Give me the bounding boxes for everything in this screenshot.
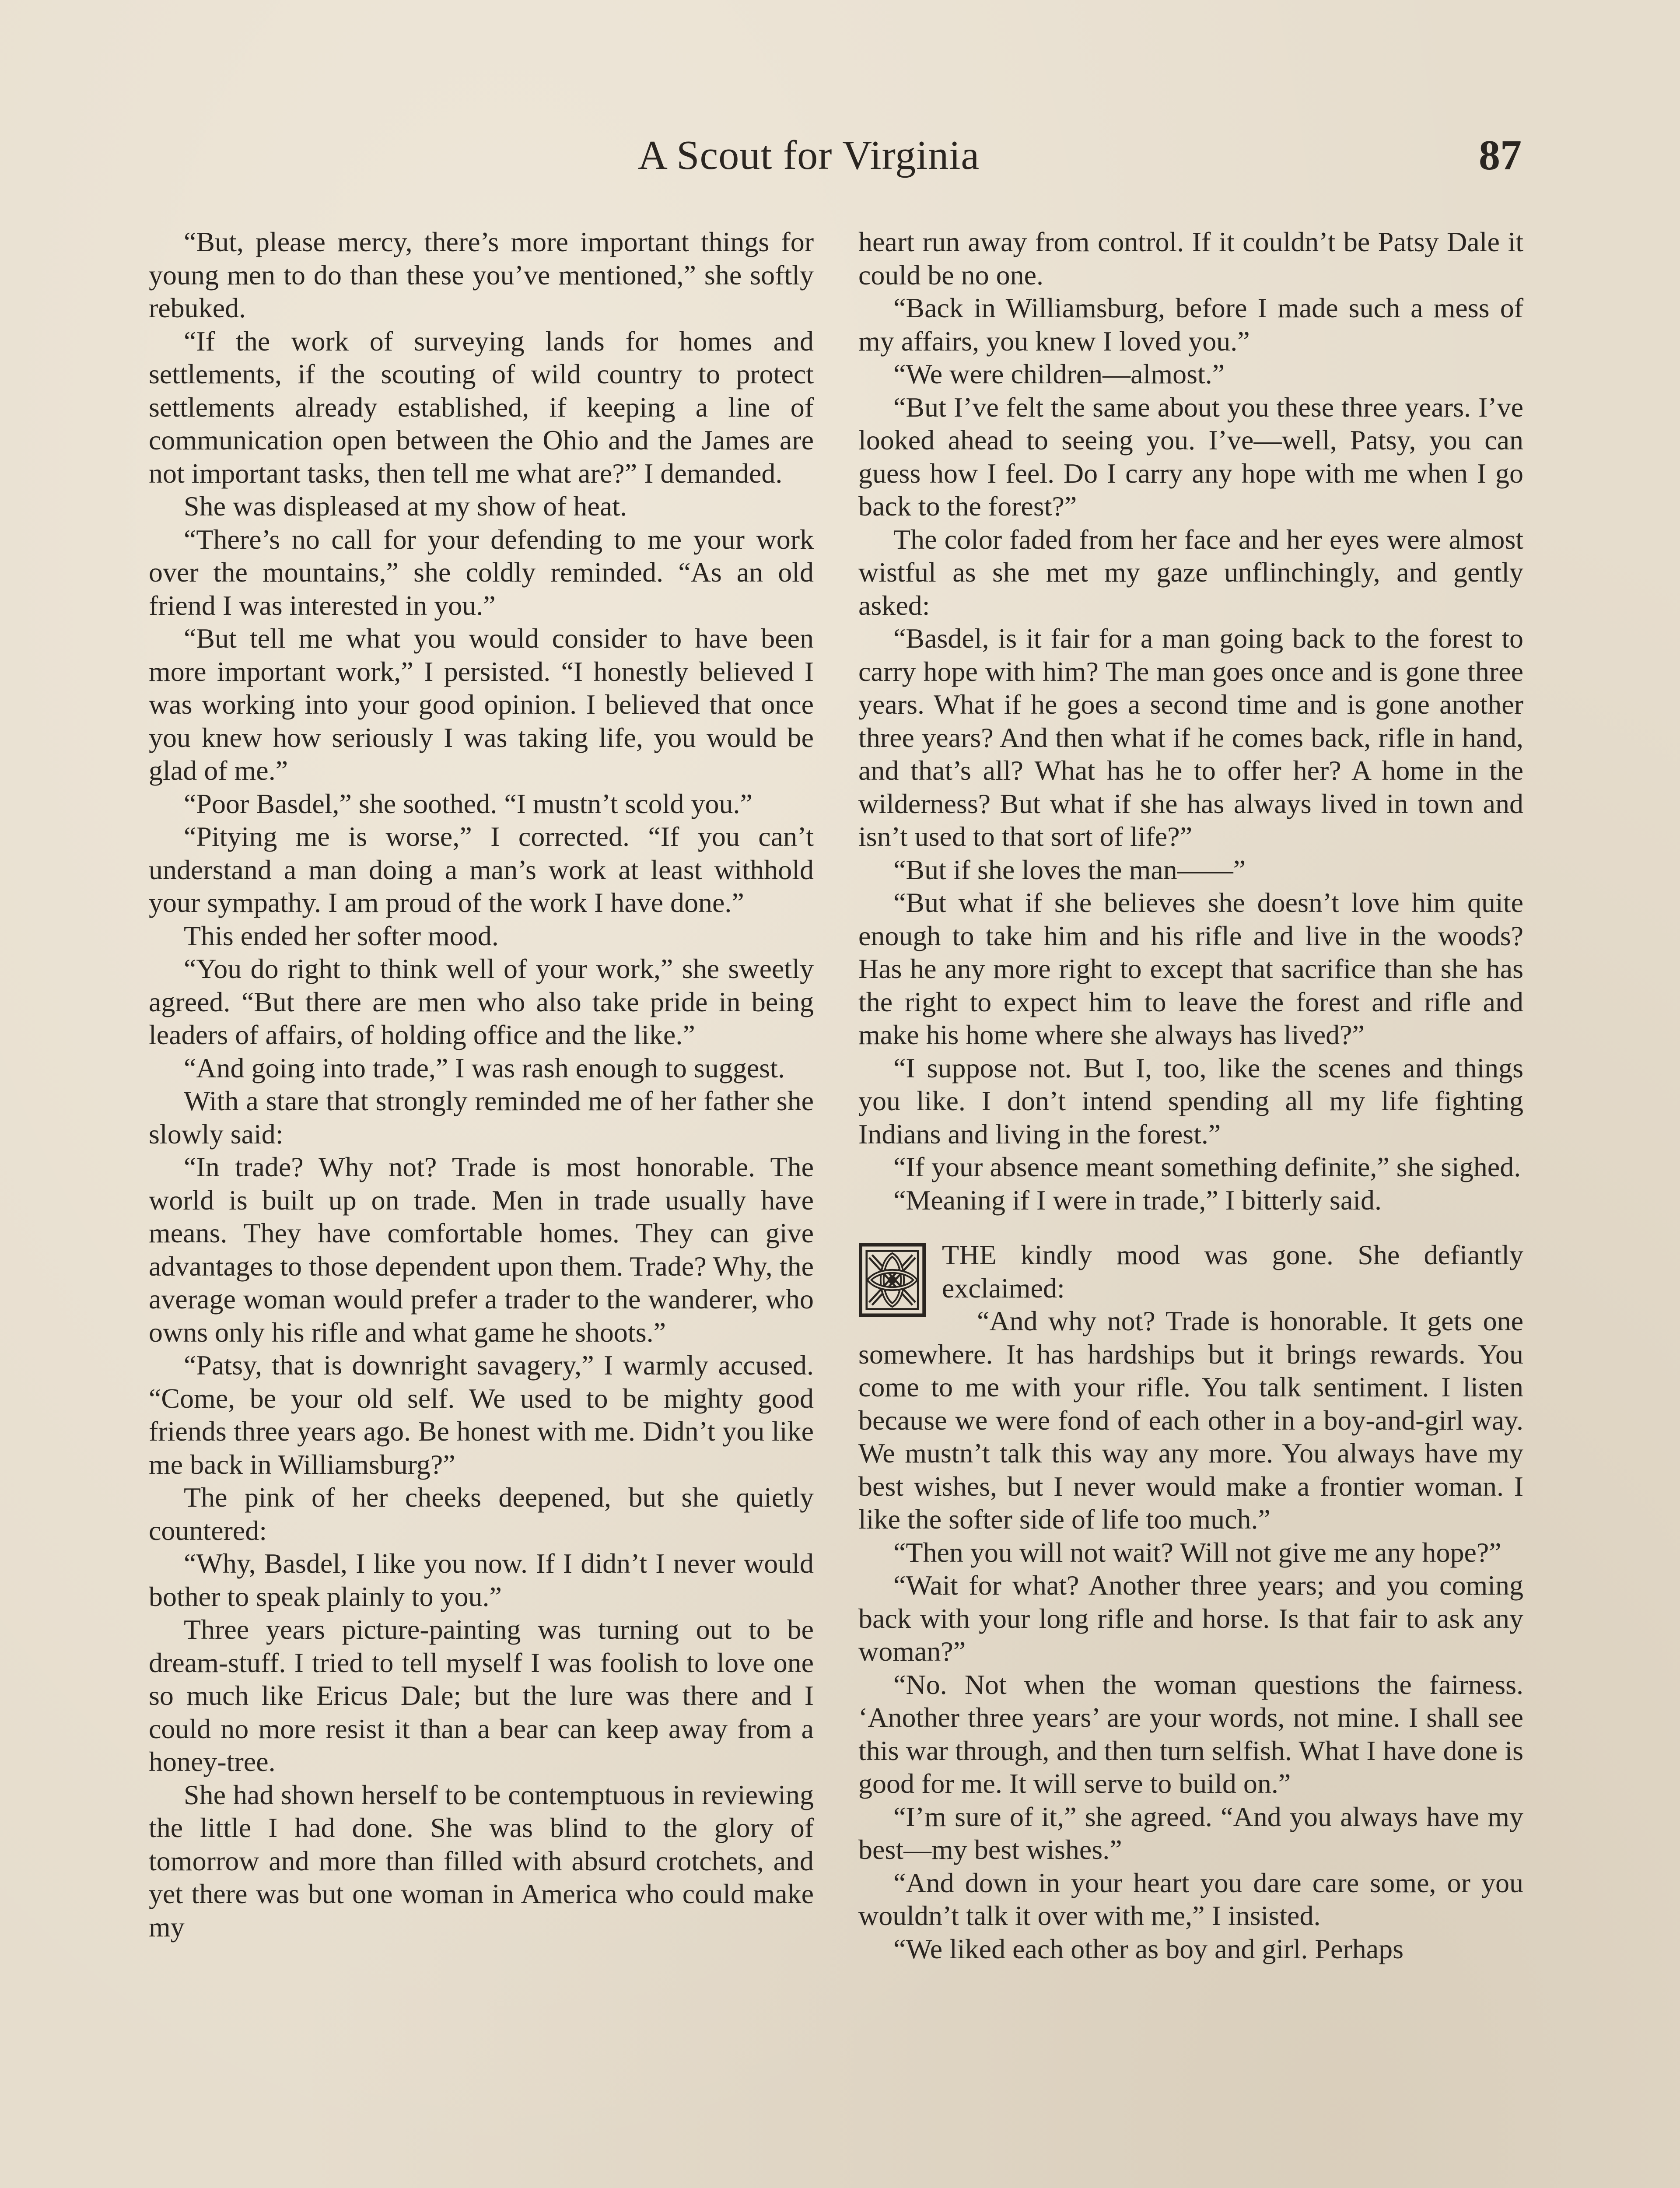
paragraph: She was displeased at my show of heat. (184, 491, 627, 522)
paragraph: “Wait for what? Another three years; and you coming back with your long rifle and horse. Is that fair to ask any woman?” (858, 1570, 1523, 1667)
paragraph: “Poor Basdel,” she soothed. “I mustn’t scold you.” (184, 788, 752, 819)
paragraph: “But what if she believes she doesn’t love him quite enough to take him and his rifle and live in the woods? Has he any more right to except that sacrifice than she has the right to expect him to leave the forest and rifle and make his home where she always has lived?” (858, 887, 1523, 1050)
paragraph: “I suppose not. But I, too, like the scenes and things you like. I don’t intend spending all my life fighting Indians and living in the forest.” (858, 1052, 1523, 1150)
paragraph: “Patsy, that is downright savagery,” I warmly accused. “Come, be your old self. We used to be mighty good friends three years ago. Be honest with me. Didn’t you like me back in Williamsburg?” (149, 1350, 814, 1480)
paragraph: “Why, Basdel, I like you now. If I didn’t I never would bother to speak plainly to you.” (149, 1548, 814, 1612)
paragraph: The pink of her cheeks deepened, but she quietly countered: (149, 1482, 814, 1546)
paragraph: “Then you will not wait? Will not give me any hope?” (893, 1536, 1502, 1568)
paragraph: “Basdel, is it fair for a man going back to the forest to carry hope with him? The man goes once and is gone three years. What if he goes a second time and is gone another three years? And then what if he comes back, rifle in hand, and that’s all? What has he to offer her? A home in the wilderness? But what if she has always lived in town and isn’t used to that sort of life?” (858, 623, 1523, 852)
paragraph: “I’m sure of it,” she agreed. “And you always have my best—my best wishes.” (858, 1801, 1523, 1865)
page-number: 87 (1479, 132, 1522, 179)
paragraph: “There’s no call for your defending to me your work over the mountains,” she coldly reminded. “As an old friend I was interested in you.” (149, 523, 814, 621)
continued-paragraph: heart run away from control. If it couldn’t be Patsy Dale it could be no one. (858, 226, 1523, 291)
paragraph: Three years picture-painting was turning out to be dream-stuff. I tried to tell myself I was foolish to love one so much like Ericus Dale; but the lure was there and I could no more resist it than a bear can keep away from a honey-tree. (149, 1614, 814, 1777)
paragraph: “Back in Williamsburg, before I made such a mess of my affairs, you knew I loved you.” (858, 292, 1523, 357)
paragraph: “But, please mercy, there’s more important things for young men to do than these you’ve mentioned,” she softly rebuked. (149, 226, 814, 323)
paragraph: “And down in your heart you dare care some, or you wouldn’t talk it over with me,” I insisted. (858, 1867, 1523, 1931)
paragraph: “And going into trade,” I was rash enough to suggest. (184, 1052, 785, 1083)
paragraph: “Pitying me is worse,” I corrected. “If you can’t understand a man doing a man’s work at least withhold your sympathy. I am proud of the work I have done.” (149, 821, 814, 918)
paragraph: “But tell me what you would consider to have been more important work,” I persisted. “I honestly believed I was working into your good opinion. I believed that once you knew how seriously I was taking life, you would be glad of me.” (149, 623, 814, 786)
paragraph: She had shown herself to be contemptuous in reviewing the little I had done. She was blind to the glory of tomorrow and more than filled with absurd crotchets, and yet there was but one woman in America who could make my (149, 1779, 814, 1943)
paragraph: “If your absence meant something definite,” she sighed. (893, 1151, 1521, 1182)
right-column (858, 225, 1523, 1965)
paragraph: “But if she loves the man——” (893, 854, 1246, 885)
paragraph: “We liked each other as boy and girl. Perhaps (893, 1933, 1404, 1964)
paragraph: “In trade? Why not? Trade is most honorable. The world is built up on trade. Men in trade usually have means. They have comfortable homes. They can give advantages to those dependent upon them. Trade? Why, the average woman would prefer a trader to the wanderer, who owns only his rifle and what game he shoots.” (149, 1151, 814, 1348)
section-break (858, 1238, 1523, 1536)
paragraph: “But I’ve felt the same about you these three years. I’ve looked ahead to seeing you. I’ve—well, Patsy, you can guess how I feel. Do I carry any hope with me when I go back to the forest?” (858, 391, 1523, 522)
paragraph: “We were children—almost.” (893, 358, 1225, 389)
paragraph: “You do right to think well of your work,” she sweetly agreed. “But there are men who also take pride in being leaders of affairs, of holding office and the like.” (149, 953, 814, 1050)
running-title: A Scout for Virginia (638, 133, 980, 178)
paragraph: “No. Not when the woman questions the fairness. ‘Another three years’ are your words, not mine. I shall see this war through, and then turn selfish. What I have done is good for me. It will serve to build on.” (858, 1669, 1523, 1799)
paragraph: THE kindly mood was gone. She defiantly exclaimed: (942, 1239, 1523, 1304)
left-column (149, 225, 814, 1943)
paragraph: “If the work of surveying lands for homes and settlements, if the scouting of wild country to protect settlements already established, if keeping a line of communication open between the Ohio and the James are not important tasks, then tell me what are?” I demanded. (149, 325, 814, 489)
paragraph: “Meaning if I were in trade,” I bitterly said. (893, 1184, 1382, 1216)
paragraph: This ended her softer mood. (184, 920, 499, 951)
paragraph: “And why not? Trade is honorable. It gets one somewhere. It has hardships but it brings rewards. You come to me with your rifle. You talk sentiment. I listen because we were fond of each other in a boy-and-girl way. We mustn’t talk this way any more. You always have my best wishes, but I never would make a frontier woman. I like the softer side of life too much.” (858, 1305, 1523, 1535)
paragraph: With a stare that strongly reminded me of her father she slowly said: (149, 1085, 814, 1150)
celtic-knot-ornament-icon (858, 1243, 926, 1317)
paragraph: The color faded from her face and her eyes were almost wistful as she met my gaze unflinchingly, and gently asked: (858, 523, 1523, 621)
